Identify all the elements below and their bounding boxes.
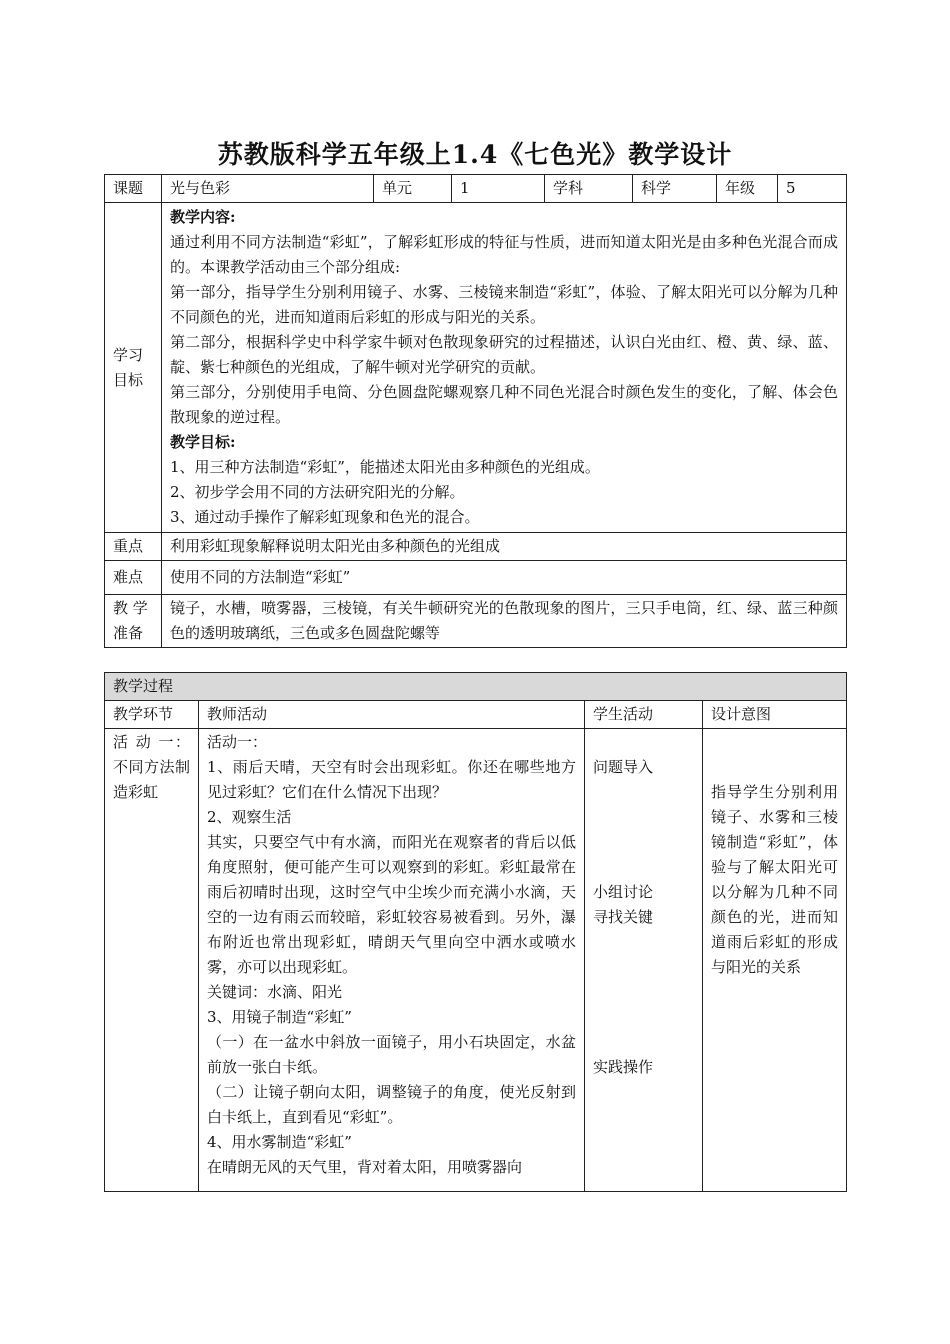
intent-text: 指导学生分别利用镜子、水雾和三棱镜制造“彩虹”，体验与了解太阳光可以分解为几种不同颜色的光，进而知道雨后彩虹的形成与阳光的关系 (711, 783, 839, 976)
goals-label-line1: 学习 (113, 345, 144, 364)
preparation-text: 镜子，水槽，喷雾器，三棱镜，有关牛顿研究光的色散现象的图片，三只手电筒，红、绿、蓝三种颜色的透明玻璃纸，三色或多色圆盘陀螺等 (170, 599, 838, 642)
subject-value: 科学 (633, 175, 717, 203)
grade-value: 5 (778, 175, 847, 203)
key-point-value: 利用彩虹现象解释说明太阳光由多种颜色的光组成 (162, 533, 847, 561)
subject-label: 学科 (545, 175, 633, 203)
process-header: 教学过程 (105, 673, 847, 701)
activity-row (105, 729, 847, 1192)
teacher-line: 2、观察生活 (207, 808, 292, 826)
teacher-line: 其实，只要空气中有水滴，而阳光在观察者的背后以低角度照射，便可能产生可以观察到的彩虹。彩虹最常在雨后初晴时出现，这时空气中尘埃少而充满小水滴，天空的一边有雨云而较暗，彩虹较容易被看到。另外，瀑布附近也常出现彩虹，晴朗天气里向空中洒水或喷水雾，亦可以出现彩虹。 (207, 833, 576, 976)
design-intent (703, 729, 847, 1192)
goals-paragraph: 第三部分，分别使用手电筒、分色圆盘陀螺观察几种不同色光混合时颜色发生的变化，了解、体会色散现象的逆过程。 (170, 383, 838, 426)
key-point-label: 重点 (105, 533, 162, 561)
column-stage: 教学环节 (105, 701, 199, 729)
topic-value: 光与色彩 (162, 175, 374, 203)
teacher-line: （一）在一盆水中斜放一面镜子，用小石块固定，水盆前放一张白卡纸。 (207, 1033, 576, 1076)
info-row (105, 175, 847, 203)
teacher-line: 1、雨后天晴，天空有时会出现彩虹。你还在哪些地方见过彩虹？它们在什么情况下出现？ (207, 758, 576, 801)
difficulty-row (105, 561, 847, 595)
goals-label-line2: 目标 (113, 370, 144, 389)
objective-item: 3、通过动手操作了解彩虹现象和色光的混合。 (170, 508, 480, 526)
process-column-row (105, 701, 847, 729)
preparation-row (105, 595, 847, 648)
column-intent: 设计意图 (703, 701, 847, 729)
difficulty-value: 使用不同的方法制造“彩虹” (162, 561, 847, 595)
topic-label: 课题 (105, 175, 162, 203)
student-discuss: 寻找关键 (593, 908, 654, 926)
column-teacher: 教师活动 (199, 701, 585, 729)
objective-item: 2、初步学会用不同的方法研究阳光的分解。 (170, 483, 465, 501)
goals-paragraph: 通过利用不同方法制造“彩虹”，了解彩虹形成的特征与性质，进而知道太阳光是由多种色光混合而成的。本课教学活动由三个部分组成: (170, 233, 838, 276)
teacher-activity (199, 729, 585, 1192)
teaching-process-table (104, 672, 847, 1192)
goals-paragraph: 第一部分，指导学生分别利用镜子、水雾、三棱镜来制造“彩虹”，体验、了解太阳光可以分解为几种不同颜色的光，进而知道雨后彩虹的形成与阳光的关系。 (170, 283, 838, 326)
preparation-value (162, 595, 847, 648)
preparation-label-line2: 准备 (113, 624, 144, 642)
objective-item: 1、用三种方法制造“彩虹”，能描述太阳光由多种颜色的光组成。 (170, 458, 600, 476)
unit-label: 单元 (374, 175, 452, 203)
student-intro: 问题导入 (593, 758, 654, 776)
student-discuss: 小组讨论 (593, 883, 654, 901)
teacher-line: （二）让镜子朝向太阳，调整镜子的角度，使光反射到白卡纸上，直到看见“彩虹”。 (207, 1083, 576, 1126)
goals-content (162, 203, 847, 533)
teacher-line: 在晴朗无风的天气里，背对着太阳，用喷雾器向 (207, 1158, 523, 1176)
process-header-row (105, 673, 847, 701)
activity-stage (105, 729, 199, 1192)
grade-label: 年级 (717, 175, 778, 203)
objective-heading: 教学目标: (170, 433, 236, 451)
preparation-label-line1: 教 学 (113, 599, 148, 617)
key-point-row (105, 533, 847, 561)
content-heading: 教学内容: (170, 208, 236, 226)
difficulty-label: 难点 (105, 561, 162, 595)
page-title: 苏教版科学五年级上1.4《七色光》教学设计 (217, 140, 733, 169)
student-practice: 实践操作 (593, 1058, 654, 1076)
teacher-line: 关键词：水滴、阳光 (207, 983, 343, 1001)
student-activity (585, 729, 703, 1192)
goals-row (105, 203, 847, 533)
preparation-label (105, 595, 162, 648)
teacher-line: 活动一： (207, 733, 268, 751)
goals-paragraph: 第二部分，根据科学史中科学家牛顿对色散现象研究的过程描述，认识白光由红、橙、黄、绿、蓝、靛、紫七种颜色的光组成，了解牛顿对光学研究的贡献。 (170, 333, 838, 376)
goals-label (105, 203, 162, 533)
teacher-line: 3、用镜子制造“彩虹” (207, 1008, 352, 1026)
teacher-line: 4、用水雾制造“彩虹” (207, 1133, 352, 1151)
unit-value: 1 (452, 175, 545, 203)
lesson-info-table (104, 174, 847, 648)
column-student: 学生活动 (585, 701, 703, 729)
stage-text: 活 动 一： 不同方法制造彩虹 (113, 733, 190, 801)
